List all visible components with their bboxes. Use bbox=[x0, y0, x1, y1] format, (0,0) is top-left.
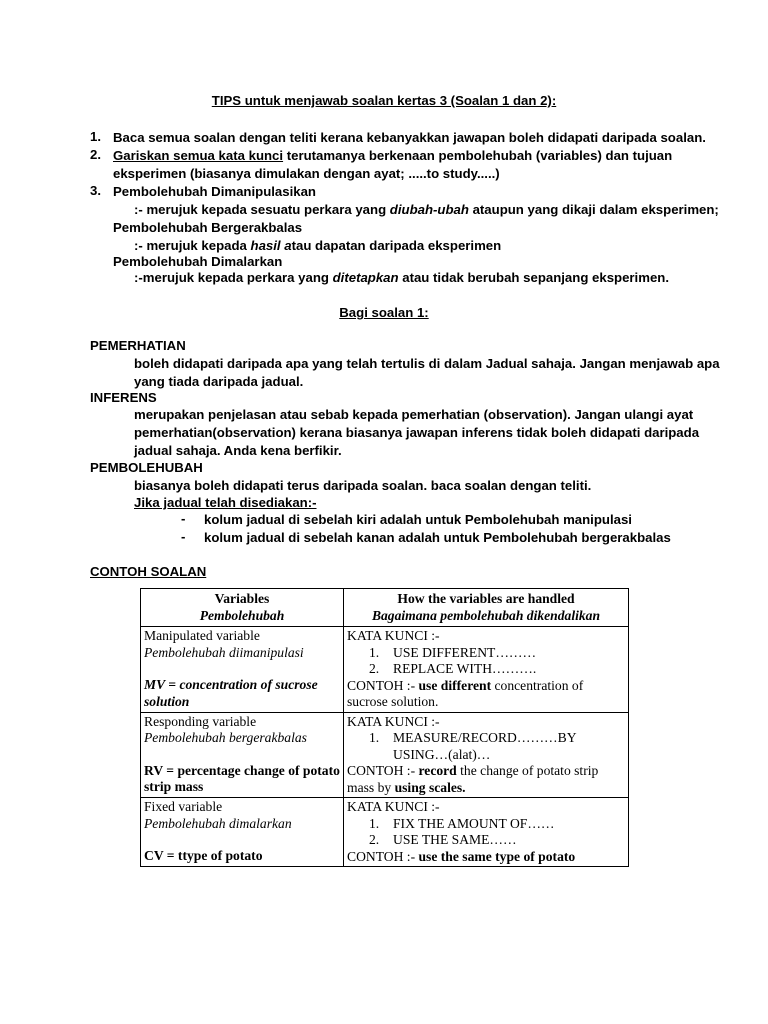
variable-definition: CV = ttype of potato bbox=[144, 848, 263, 863]
keyword-item bbox=[347, 661, 625, 678]
pembolehubah-line-1: biasanya boleh didapati terus daripada soalan. baca soalan dengan teliti. bbox=[134, 478, 592, 493]
keyword-text: REPLACE WITH………. bbox=[393, 661, 537, 676]
pembolehubah-dash-2: kolum jadual di sebelah kanan adalah untuk Pembolehubah bergerakbalas bbox=[204, 530, 671, 545]
contoh-soalan-heading: CONTOH SOALAN bbox=[90, 564, 207, 579]
pemerhatian-heading: PEMERHATIAN bbox=[90, 338, 186, 353]
manipulated-description bbox=[134, 201, 719, 218]
inferens-line-1: merupakan penjelasan atau sebab kepada pemerhatian (observation). Jangan ulangi ayat bbox=[134, 407, 694, 422]
keyword-number: 1. bbox=[369, 644, 380, 660]
keyword-text: FIX THE AMOUNT OF…… bbox=[393, 815, 555, 831]
handling-cell bbox=[344, 627, 629, 713]
list-number-3: 3. bbox=[90, 183, 101, 198]
pemerhatian-line-2: yang tiada daripada jadual. bbox=[134, 374, 304, 389]
kata-kunci-label: KATA KUNCI :- bbox=[347, 799, 440, 814]
keyword-text: USE DIFFERENT……… bbox=[393, 644, 537, 660]
example-rest: concentration of sucrose solution. bbox=[347, 677, 584, 709]
responding-desc-emphasis: hasil a bbox=[250, 238, 292, 253]
keyword-text: USE THE SAME…… bbox=[393, 832, 517, 847]
fixed-title: Pembolehubah Dimalarkan bbox=[113, 254, 283, 269]
variable-cell bbox=[141, 798, 344, 867]
table-row bbox=[141, 798, 629, 867]
variable-cell bbox=[141, 627, 344, 713]
pembolehubah-dash-1: kolum jadual di sebelah kiri adalah untuk Pembolehubah manipulasi bbox=[204, 512, 632, 527]
inferens-line-2: pemerhatian(observation) kerana biasanya jawapan inferens tidak boleh didapati daripada bbox=[134, 425, 700, 440]
manipulated-desc-part-a: :- merujuk kepada sesuatu perkara yang bbox=[134, 202, 390, 217]
responding-description bbox=[134, 237, 501, 254]
keyword-number: 2. bbox=[369, 832, 380, 847]
example-label: CONTOH :- bbox=[347, 763, 419, 778]
keyword-item bbox=[347, 832, 625, 849]
handling-cell bbox=[344, 712, 629, 798]
header-handling-label: How the variables are handled bbox=[397, 591, 575, 606]
dash-bullet-2: - bbox=[181, 529, 186, 544]
header-variables-label: Variables bbox=[214, 591, 270, 606]
section-heading: Bagi soalan 1: bbox=[339, 305, 429, 320]
table-header-handling bbox=[344, 589, 629, 627]
keyword-number: 1. bbox=[369, 815, 380, 831]
example-rest: the change of potato strip mass by bbox=[347, 763, 599, 795]
variable-definition: RV = percentage change of potato strip mass bbox=[144, 762, 340, 794]
responding-title: Pembolehubah Bergerakbalas bbox=[113, 220, 303, 235]
list-number-1: 1. bbox=[90, 129, 101, 144]
keyword-item bbox=[347, 816, 625, 833]
fixed-desc-part-a: :-merujuk kepada perkara yang bbox=[134, 270, 333, 285]
variable-name: Fixed variable bbox=[144, 799, 223, 814]
pembolehubah-heading: PEMBOLEHUBAH bbox=[90, 460, 203, 475]
fixed-desc-emphasis: ditetapkan bbox=[332, 270, 399, 285]
example-label: CONTOH :- bbox=[347, 677, 419, 693]
table-row bbox=[141, 627, 629, 713]
inferens-heading: INFERENS bbox=[90, 390, 157, 405]
kata-kunci-label: KATA KUNCI :- bbox=[347, 628, 440, 643]
list-item-2-rest: terutamanya berkenaan pembolehubah (variables) dan tujuan bbox=[283, 148, 673, 163]
variable-name-malay: Pembolehubah diimanipulasi bbox=[144, 644, 304, 660]
table-row bbox=[141, 712, 629, 798]
variable-definition: MV = concentration of sucrose solution bbox=[144, 677, 318, 709]
list-item-2-continuation: eksperimen (biasanya dimulakan dengan ayat; .....to study.....) bbox=[113, 166, 500, 181]
keyword-text: MEASURE/RECORD………BY bbox=[393, 730, 577, 745]
dash-bullet-1: - bbox=[181, 511, 186, 526]
example-keyword: use different bbox=[418, 677, 492, 693]
variable-cell bbox=[141, 712, 344, 798]
header-handling-sub: Bagaimana pembolehubah dikendalikan bbox=[371, 607, 601, 623]
variable-name: Manipulated variable bbox=[144, 628, 260, 643]
keyword-number: 1. bbox=[369, 730, 380, 745]
responding-desc-part-b: tau dapatan daripada eksperimen bbox=[291, 238, 502, 253]
responding-desc-part-a: :- merujuk kepada bbox=[134, 238, 251, 253]
manipulated-desc-part-b: ataupun yang dikaji dalam eksperimen; bbox=[468, 202, 719, 217]
pembolehubah-line-2: Jika jadual telah disediakan:- bbox=[134, 495, 317, 510]
example-keyword-2: using scales. bbox=[394, 779, 466, 795]
handling-cell bbox=[344, 798, 629, 867]
list-number-2: 2. bbox=[90, 147, 101, 162]
page-title: TIPS untuk menjawab soalan kertas 3 (Soalan 1 dan 2): bbox=[211, 93, 557, 108]
keyword-item bbox=[347, 645, 625, 662]
variable-name-malay: Pembolehubah bergerakbalas bbox=[144, 730, 307, 745]
list-item-2-text bbox=[113, 147, 672, 164]
fixed-description bbox=[134, 269, 669, 286]
example-text bbox=[347, 678, 625, 711]
example-text bbox=[347, 849, 625, 866]
example-text bbox=[347, 763, 625, 796]
fixed-desc-part-b: atau tidak berubah sepanjang eksperimen. bbox=[398, 270, 670, 285]
keyword-continuation: USING…(alat)… bbox=[393, 746, 491, 762]
table-header-row bbox=[141, 589, 629, 627]
example-keyword: record bbox=[418, 763, 457, 778]
table-header-variables bbox=[141, 589, 344, 627]
example-label: CONTOH :- bbox=[347, 848, 419, 864]
example-keyword: use the same type of potato bbox=[418, 848, 576, 864]
list-item-1-text: Baca semua soalan dengan teliti kerana kebanyakkan jawapan boleh didapati daripada soalan. bbox=[113, 130, 706, 145]
variable-name: Responding variable bbox=[144, 713, 257, 729]
variables-table bbox=[140, 588, 629, 867]
variable-name-malay: Pembolehubah dimalarkan bbox=[144, 815, 292, 831]
list-item-2-underlined: Gariskan semua kata kunci bbox=[113, 148, 284, 163]
manipulated-desc-emphasis: diubah-ubah bbox=[389, 202, 469, 217]
keyword-item bbox=[347, 730, 625, 747]
inferens-line-3: jadual sahaja. Anda kena berfikir. bbox=[134, 443, 342, 458]
list-item-3-text: Pembolehubah Dimanipulasikan bbox=[113, 184, 316, 199]
keyword-number: 2. bbox=[369, 661, 380, 676]
pemerhatian-line-1: boleh didapati daripada apa yang telah tertulis di dalam Jadual sahaja. Jangan menjawab apa bbox=[134, 356, 720, 371]
header-variables-sub: Pembolehubah bbox=[199, 607, 285, 623]
kata-kunci-label: KATA KUNCI :- bbox=[347, 713, 440, 729]
